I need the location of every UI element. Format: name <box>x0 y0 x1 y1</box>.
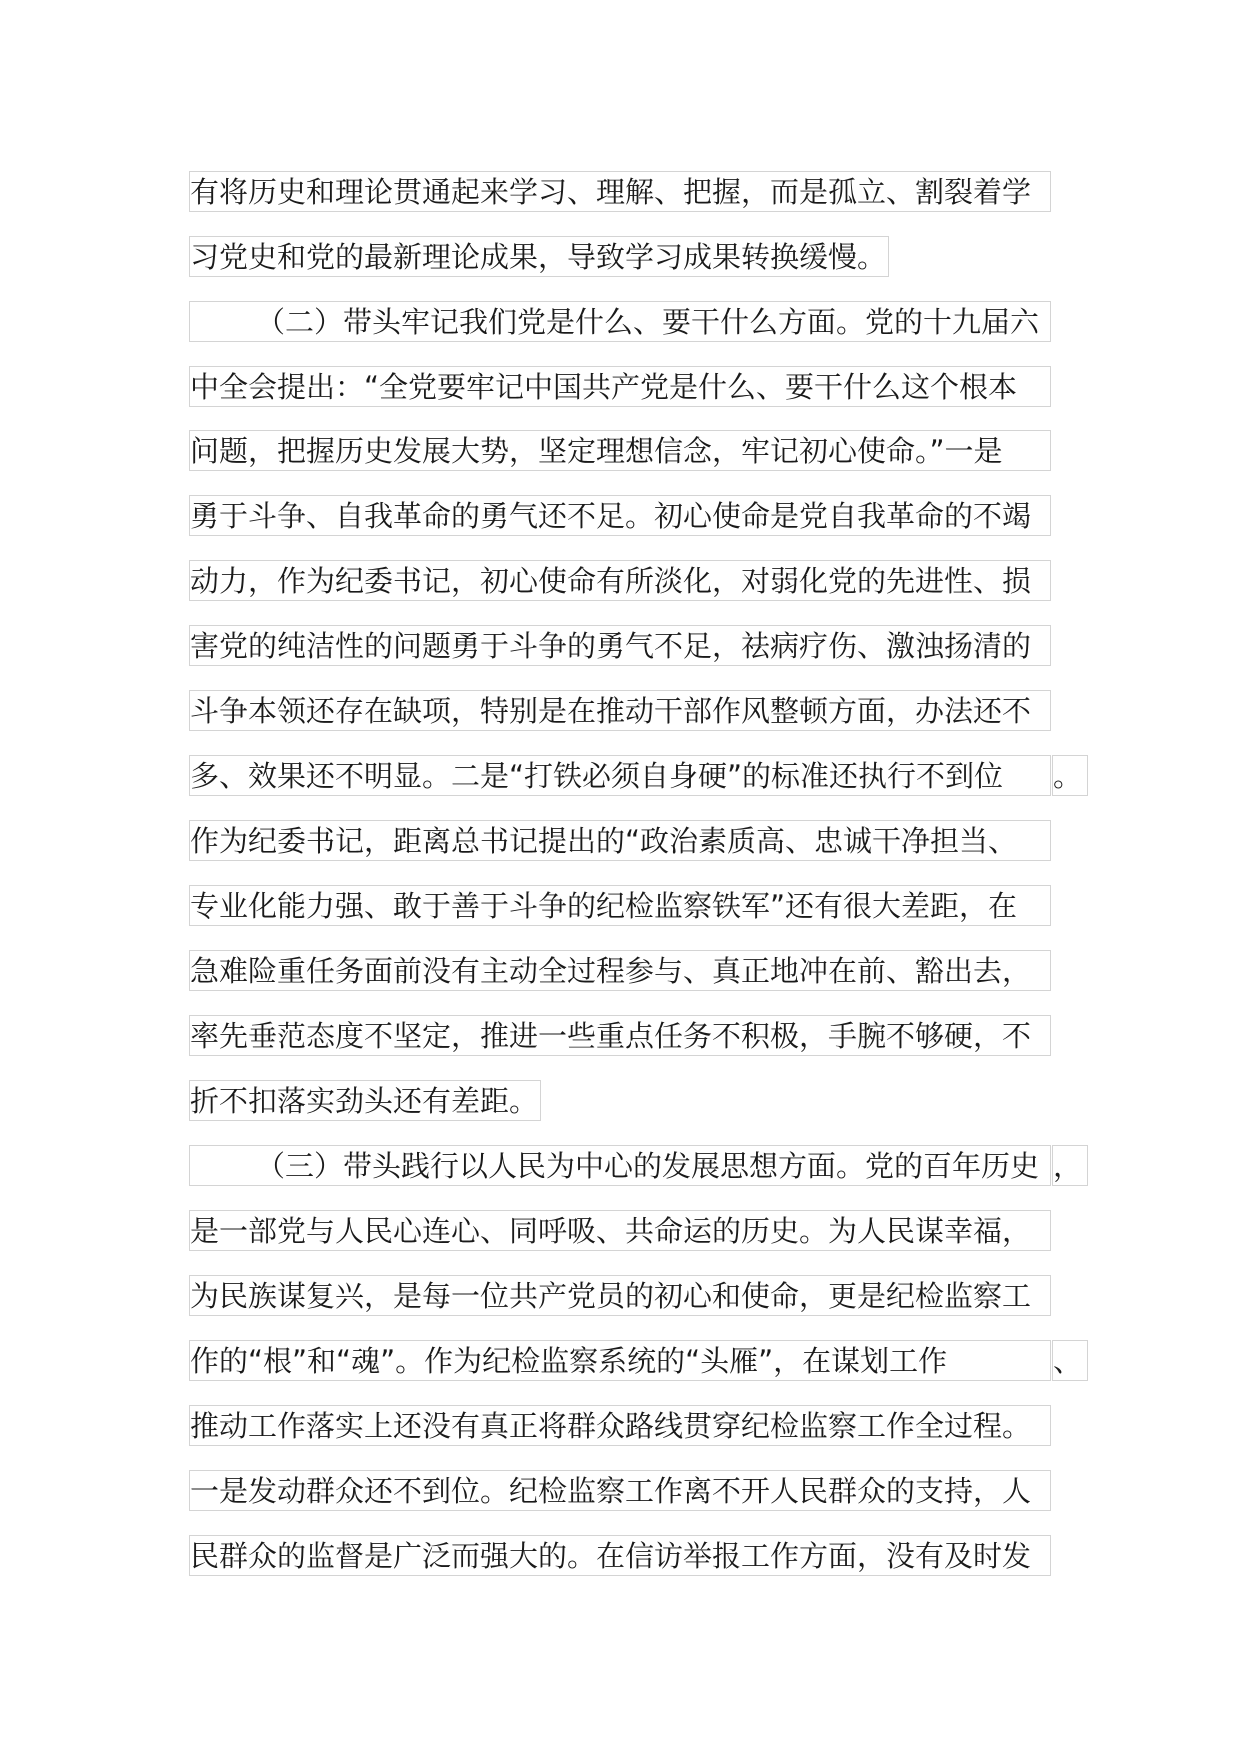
text-line: 勇于斗争、自我革命的勇气还不足。初心使命是党自我革命的不竭 <box>189 495 1051 536</box>
text-line: 专业化能力强、敢于善于斗争的纪检监察铁军”还有很大差距，在 <box>189 885 1051 926</box>
text-line: 斗争本领还存在缺项，特别是在推动干部作风整顿方面，办法还不 <box>189 690 1051 731</box>
text-line: 为民族谋复兴，是每一位共产党员的初心和使命，更是纪检监察工 <box>189 1275 1051 1316</box>
paragraph-heading-2: （二）带头牢记我们党是什么、要干什么方面。党的十九届六 <box>189 301 1051 342</box>
text-line: 作的“根”和“魂”。作为纪检监察系统的“头雁”，在谋划工作 <box>189 1340 1051 1381</box>
text-line: 动力，作为纪委书记，初心使命有所淡化，对弱化党的先进性、损 <box>189 560 1051 601</box>
text-line: 问题，把握历史发展大势，坚定理想信念，牢记初心使命。”一是 <box>189 430 1051 471</box>
text-line: 一是发动群众还不到位。纪检监察工作离不开人民群众的支持，人 <box>189 1470 1051 1511</box>
text-line: 习党史和党的最新理论成果，导致学习成果转换缓慢。 <box>189 236 889 277</box>
paragraph-heading-3: （三）带头践行以人民为中心的发展思想方面。党的百年历史 <box>189 1145 1051 1186</box>
text-line: 害党的纯洁性的问题勇于斗争的勇气不足，祛病疗伤、激浊扬清的 <box>189 625 1051 666</box>
overflow-punctuation: ， <box>1052 1145 1088 1186</box>
text-line: 作为纪委书记，距离总书记提出的“政治素质高、忠诚干净担当、 <box>189 820 1051 861</box>
text-line: 有将历史和理论贯通起来学习、理解、把握，而是孤立、割裂着学 <box>189 171 1051 212</box>
text-line: 民群众的监督是广泛而强大的。在信访举报工作方面，没有及时发 <box>189 1535 1051 1576</box>
text-line: 折不扣落实劲头还有差距。 <box>189 1080 541 1121</box>
text-line: 推动工作落实上还没有真正将群众路线贯穿纪检监察工作全过程。 <box>189 1405 1051 1446</box>
overflow-punctuation: 、 <box>1052 1340 1088 1381</box>
text-line: 是一部党与人民心连心、同呼吸、共命运的历史。为人民谋幸福， <box>189 1210 1051 1251</box>
text-line: 中全会提出：“全党要牢记中国共产党是什么、要干什么这个根本 <box>189 366 1051 407</box>
overflow-punctuation: 。 <box>1052 755 1088 796</box>
text-line: 率先垂范态度不坚定，推进一些重点任务不积极，手腕不够硬，不 <box>189 1015 1051 1056</box>
text-line: 多、效果还不明显。二是“打铁必须自身硬”的标准还执行不到位 <box>189 755 1051 796</box>
text-line: 急难险重任务面前没有主动全过程参与、真正地冲在前、豁出去， <box>189 950 1051 991</box>
